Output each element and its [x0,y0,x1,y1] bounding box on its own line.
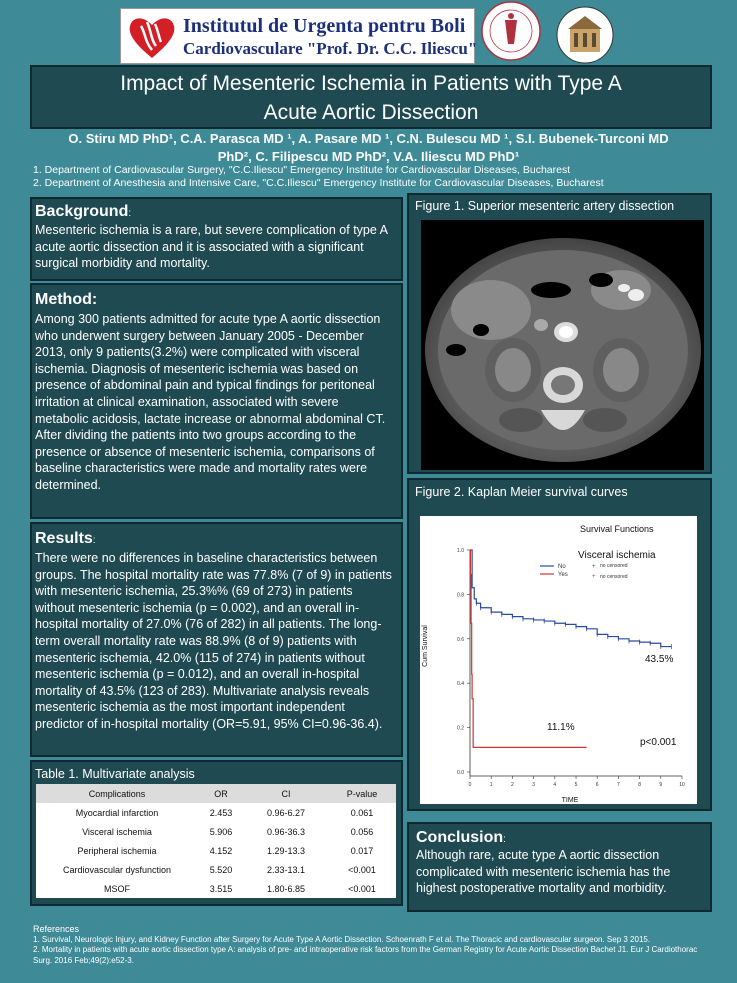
table-header: Complications [88,788,146,799]
kaplan-meier-chart [420,516,697,804]
legend-censor-mark-yes: + [592,574,596,580]
x-tick-label: 1 [489,782,493,788]
results-heading: Results: [35,530,96,547]
institute-logo-banner [120,8,478,64]
table-row [36,803,396,822]
x-tick-label: 10 [679,782,685,788]
y-tick-label: 0.4 [457,681,464,688]
authors-line-1: O. Stiru MD PhD¹, C.A. Parasca MD ¹, A. Pasare MD ¹, C.N. Bulescu MD ¹, S.I. Bubenek-Turconi MD [68,131,669,146]
table-header: CI [281,788,291,799]
table-caption: Table 1. Multivariate analysis [35,767,195,781]
y-tick-label: 0.6 [457,636,464,643]
university-seal-icon [477,0,545,62]
table-cell: 5.906 [209,826,233,837]
authors [8,130,729,166]
table-cell: 3.515 [209,883,233,894]
series-line-no [470,550,671,647]
table-cell: 0.017 [350,845,374,856]
table-cell: 0.056 [350,826,374,837]
title-line-1: Impact of Mesenteric Ischemia in Patients with Type A [120,72,622,95]
y-tick-label: 0.0 [457,770,464,776]
annotation-43-5: 43.5% [645,654,674,665]
title-line-2: Acute Aortic Dissection [263,101,479,124]
legend-censor-mark-no: + [592,564,596,570]
reference-item: 2. Mortality in patients with acute aortic dissection type A: analysis of pre- and intraoperative risk factors from the German Registry for Acute Aortic Dissection Bachet J1. Eur J Cardiothorac [33,945,698,954]
table-cell: 0.061 [350,807,374,818]
poster-title [30,65,712,129]
y-tick-label: 1.0 [457,548,464,554]
table-cell: 0.96-6.27 [266,807,306,818]
legend-title: Visceral ischemia [578,550,656,561]
legend-label-yes: Yes [558,572,568,578]
table-cell: MSOF [104,883,130,894]
table-cell: Cardiovascular dysfunction [62,864,172,875]
x-tick-label: 2 [511,782,514,788]
table-cell: Visceral ischemia [82,826,152,837]
x-tick-label: 0 [468,782,472,788]
table-cell: 4.152 [209,845,233,856]
table-cell: 5.520 [209,864,233,875]
table-header-row [36,784,396,803]
figure1-section [407,193,712,474]
table-cell: 2.453 [209,807,233,818]
x-axis-label: TIME [561,797,579,804]
background-heading: Background: [35,203,132,220]
table-cell: Myocardial infarction [75,807,159,818]
multivariate-table-wrap [36,784,396,898]
logo-line-2: Cardiovasculare "Prof. Dr. C.C. Iliescu" [183,39,478,58]
y-tick-label: 0.2 [457,725,464,732]
x-tick-label: 5 [574,782,578,788]
y-tick-label: 0.8 [457,592,464,599]
table-cell: 1.29-13.3 [266,845,306,856]
legend-label-no: No [558,564,566,570]
references [33,924,697,966]
legend-label-yes-censored: no censored [600,574,628,580]
heart-logo-icon [125,12,179,62]
method-section [30,283,403,519]
x-tick-label: 6 [595,782,599,788]
table-cell: 0.96-36.3 [266,826,306,837]
x-tick-label: 8 [638,782,641,788]
table-row [36,822,396,841]
department-1: 1. Department of Cardiovascular Surgery, "C.C.Iliescu" Emergency Institute for Cardiovascular Diseases, Bucharest [33,164,571,176]
table-row [36,841,396,860]
table-header: OR [214,788,228,799]
table-cell: <0.001 [348,864,376,875]
figure1-caption: Figure 1. Superior mesenteric artery dissection [415,199,675,213]
table-cell: 1.80-6.85 [266,883,306,894]
table-header: P-value [346,788,378,799]
y-axis-label: Cum Survival [422,625,429,667]
logo-line-1: Institutul de Urgenta pentru Boli [183,15,466,37]
annotation-p-value: p<0.001 [640,737,677,748]
background-section [30,197,403,281]
conclusion-text: Although rare, acute type A aortic dissection complicated with mesenteric ischemia has the highest postoperative mortality and morbidity. [416,848,671,896]
reference-item: 1. Survival, Neurologic Injury, and Kidney Function after Surgery for Acute Type A Aortic Dissection. Schoenrath F et al. The Thoracic and cardiovascular surgeon. Sep 3 2015. [33,934,651,944]
table-cell: <0.001 [348,883,376,894]
multivariate-table [36,784,396,898]
table-row [36,879,396,898]
chart-title: Survival Functions [580,524,654,534]
results-section [30,522,403,757]
annotation-11-1: 11.1% [547,722,575,733]
results-text: There were no differences in baseline characteristics between groups. The hospital mortality rate was 77.8% (7 of 9) in patients with mesenteric ischemia, 25.3%% (69 of 273) in patients without mesenteric ischemia (p = 0.002), and an overall in-hospital mortality of 27.0% (76 of 282) in all patients. The long-term overall mortality rate was 88.9% (8 of 9) patients with mesenteric ischemia, 42.0% (115 of 274) in patients without mesenteric ischemia (p = 0.012), and an overall in-hospital mortality of 43.5% (123 of 283). Multivariate analysis reveals mesenteric ischemia as the most important independent predictor of in-hospital mortality (OR=5.91, 95% CI=0.96-36.4). [35,551,392,731]
x-tick-label: 7 [617,782,620,788]
method-text: Among 300 patients admitted for acute type A aortic dissection who underwent surgery between January 2005 - December 2013, only 9 patients(3.2%) were complicated with visceral ischemia. Diagnosis of mesenteric ischemia was based on presence of abdominal pain and typical findings for peritoneal irritation at clinical examination, associated with severe metabolic acidosis, lactate increase or abnormal abdominal CT. After dividing the patients into two groups according to the presence or absence of mesenteric ischemia, comparisons of baseline characteristics were made and mortality rates were determined. [35,312,386,492]
department-2: 2. Department of Anesthesia and Intensive Care, "C.C.Iliescu" Emergency Institute for Cardiovascular Diseases, Bucharest [33,177,604,189]
series-line-yes [470,550,587,747]
x-tick-label: 4 [553,782,557,788]
references-heading: References [33,924,80,934]
conclusion-heading: Conclusion: [416,829,506,846]
x-tick-label: 9 [659,782,663,788]
hospital-building-icon [556,6,614,64]
figure2-section [407,478,712,811]
departments [33,164,604,190]
ct-scan-image [421,220,704,470]
legend-label-no-censored: no censored [600,563,628,569]
conclusion-section [407,822,712,912]
background-text: Mesenteric ischemia is a rare, but severe complication of type A acute aortic dissection and it is associated with a significant surgical morbidity and mortality. [35,223,388,271]
table-cell: 2.33-13.1 [266,864,306,875]
method-heading: Method: [35,291,98,308]
table-section [30,760,403,906]
table-cell: Peripheral ischemia [77,845,157,856]
reference-item: Surg. 2016 Feb;49(2):e52-3. [33,955,134,965]
x-tick-label: 3 [532,782,535,788]
table-row [36,860,396,879]
authors-line-2: PhD², C. Filipescu MD PhD², V.A. Iliescu MD PhD¹ [217,149,520,164]
figure2-caption: Figure 2. Kaplan Meier survival curves [415,485,628,499]
